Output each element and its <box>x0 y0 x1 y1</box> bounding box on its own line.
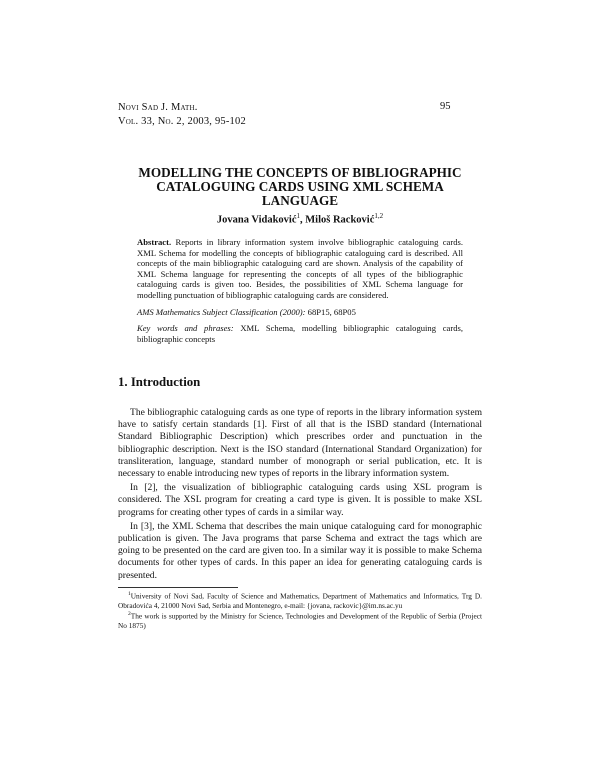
section-number: 1. <box>118 375 128 389</box>
footnote-mark: 2 <box>128 611 131 618</box>
footnote-divider <box>118 587 238 588</box>
author-affiliation-mark: 1 <box>296 212 301 220</box>
footnote-mark: 1 <box>128 591 131 597</box>
footnote-text: The work is supported by the Ministry for Science, Technologies and Development of the Republic of Serbia (Project No 1875) <box>118 611 482 630</box>
page-number: 95 <box>440 101 451 112</box>
body-paragraph: The bibliographic cataloguing cards as one type of reports in the library information system have to satisfy certain standards [1]. First of all that is the ISBD standard (International Standard Bibliographic Description) which prescribes order and punctuation in the bibliographic description. Next is the ISO standard (International Standard Organization) for transliteration, language, standard number of monograph or serial publication, etc. It is necessary to enable introducing new types of reports in the library information system. <box>118 407 482 480</box>
author-name: Miloš Racković <box>305 214 375 226</box>
body-paragraph: In [2], the visualization of bibliographic cataloguing cards using XSL program is considered. The XSL program for creating a card type is given. It is possible to make XSL programs for creating other types of cards in a similar way. <box>118 482 482 518</box>
keywords-label: Key words and phrases: <box>137 323 234 334</box>
section-heading <box>118 375 200 390</box>
author-separator: , <box>300 214 303 226</box>
author-line <box>118 212 482 226</box>
abstract-text: Reports in library information system involve bibliographic cataloguing cards. XML Schema for modelling the concepts of bibliographic cataloguing card is described. All concepts of the main bibliographic cataloguing card are shown. Analysis of the capability of XML Schema language for representing the concepts of all types of the bibliographic cataloguing cards is given too. Besides, the possibilities of XML Schema language for modelling punctuation of bibliographic cataloguing cards are considered. <box>137 237 463 300</box>
paper-title: MODELLING THE CONCEPTS OF BIBLIOGRAPHIC CATALOGUING CARDS USING XML SCHEMA LANGUAGE <box>138 165 462 208</box>
abstract-paragraph <box>137 237 463 301</box>
keywords-value: XML Schema, modelling bibliographic cataloguing cards, bibliographic concepts <box>137 323 463 344</box>
footnotes <box>118 590 482 630</box>
author-name: Jovana Vidaković <box>216 214 297 226</box>
body-paragraph: In [3], the XML Schema that describes the main unique cataloguing card for monographic publication is given. The Java programs that parse Schema and extract the tags which are going to be presented on the card are given too. In a similar way it is possible to make Schema documents for other types of cards. In this paper an idea for generating cataloguing cards is presented. <box>118 520 482 581</box>
section-title: Introduction <box>130 375 201 389</box>
running-header <box>118 101 246 129</box>
abstract-block <box>137 237 463 350</box>
classification-line <box>137 307 463 318</box>
abstract-label: Abstract. <box>137 237 172 247</box>
classification-value: 68P15, 68P05 <box>307 306 356 317</box>
journal-name: Novi Sad J. Math. <box>118 102 198 113</box>
author-affiliation-mark: 1,2 <box>374 212 384 220</box>
classification-label: AMS Mathematics Subject Classification (2000): <box>137 306 306 317</box>
body-text <box>118 407 482 584</box>
keywords-line <box>137 323 463 344</box>
footnote <box>118 590 482 610</box>
journal-volume: Vol. 33, No. 2, 2003, 95-102 <box>118 116 246 127</box>
footnote <box>118 610 482 630</box>
footnote-text: University of Novi Sad, Faculty of Science and Mathematics, Department of Mathematics and Informatics, Trg D. Obradovića 4, 21000 Novi Sad, Serbia and Montenegro, e-mail: {jovana, rackovic}@im.ns.ac.yu <box>118 591 482 610</box>
